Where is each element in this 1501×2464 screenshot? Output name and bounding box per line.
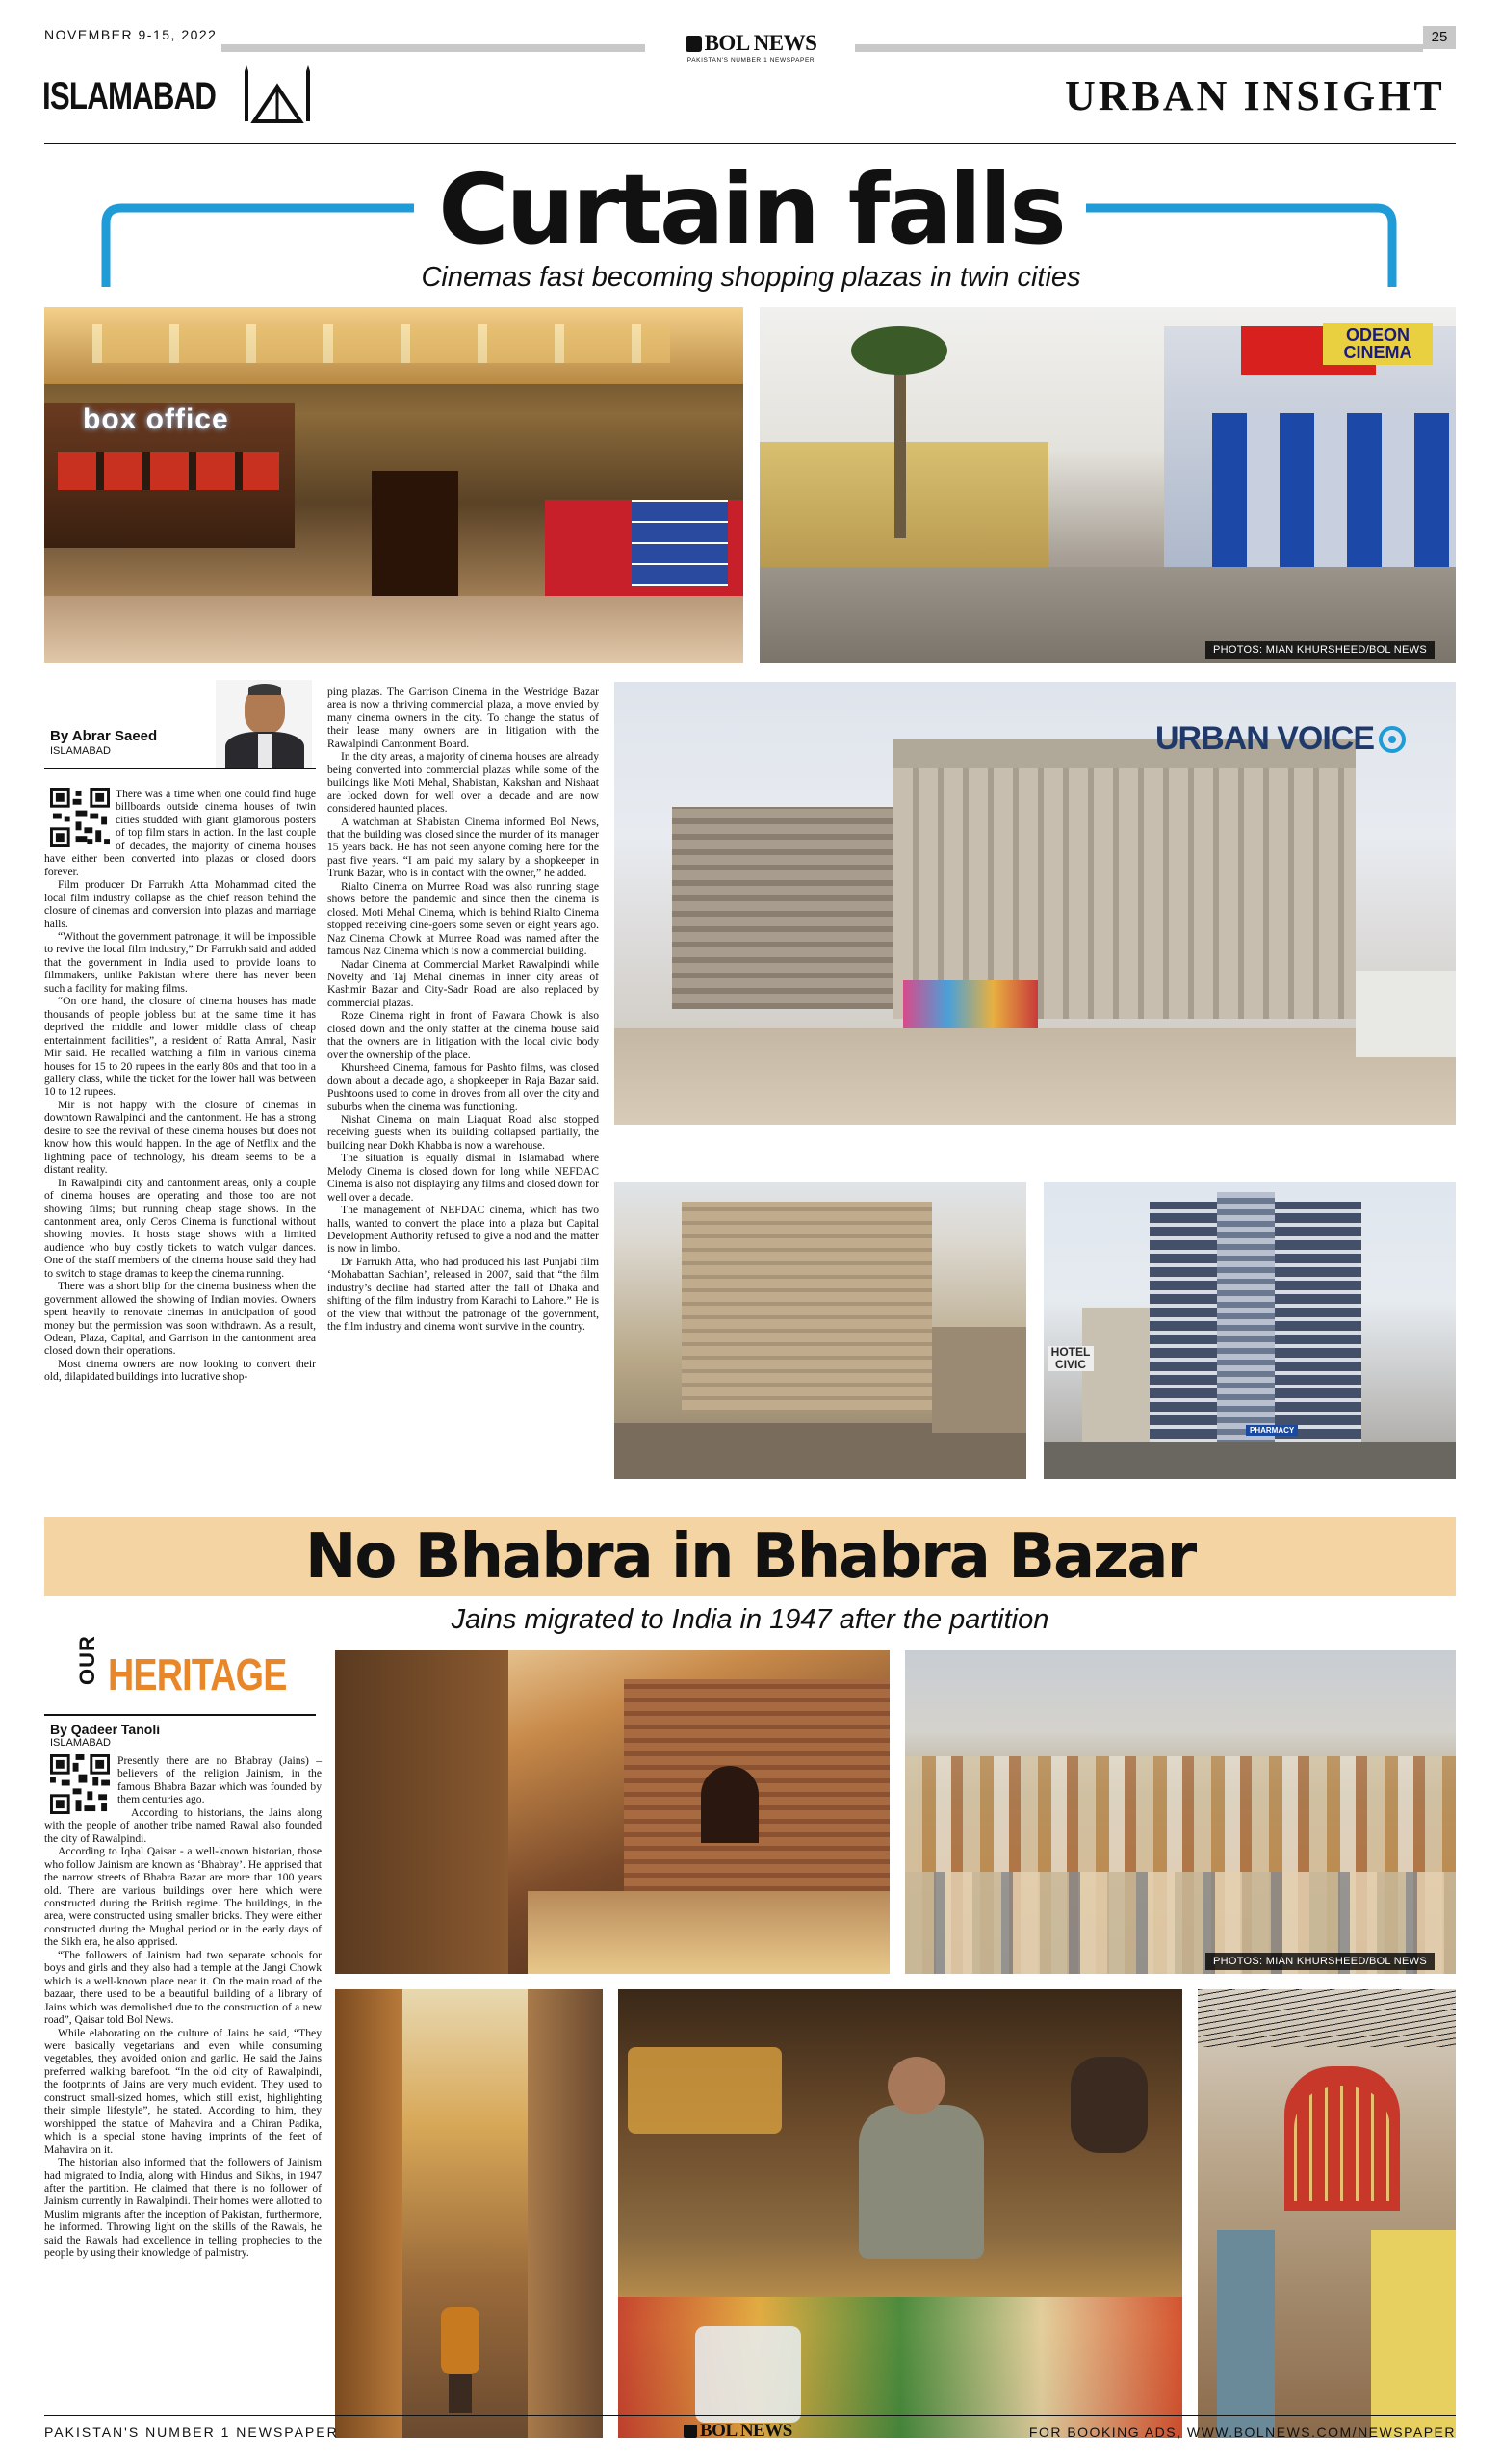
header-bottom-rule — [44, 143, 1456, 144]
bazaar-food-stall-photo — [618, 1989, 1182, 2438]
story1-col2-paragraph: A watchman at Shabistan Cinema informed Bol News, that the building was closed since the murder of its manager 15 years back. He has not seen anyone coming here for the past five years. “I am paid my salary by a shopkeeper in Trunk Bazar, who is in contact with the owner,” he added. — [327, 815, 599, 880]
story1-column-2 — [327, 686, 599, 1334]
story1-col2-paragraph: The management of NEFDAC cinema, which has two halls, wanted to convert the place into a plaza but Capital Development Authority refused to give a nod and the matter is now in limbo. — [327, 1204, 599, 1256]
story1-byline-city: ISLAMABAD — [50, 745, 111, 757]
box-office-sign: box office — [83, 403, 229, 435]
story2-column-1 — [44, 1754, 322, 2260]
pharmacy-sign: PHARMACY — [1246, 1425, 1298, 1436]
story1-col2-paragraph: Nishat Cinema on main Liaquat Road also stopped receiving guests when its building collapsed partially, the building near Dokh Khabba is now a warehouse. — [327, 1112, 599, 1152]
footer-tagline: PAKISTAN'S NUMBER 1 NEWSPAPER — [44, 2425, 339, 2440]
story1-byline: By Abrar Saeed — [50, 728, 158, 744]
story1-col2-paragraph: Roze Cinema right in front of Fawara Chowk is also closed down and the only staffer at the cinema house said that the owners are in litigation with the local civic body over the ownership of the place. — [327, 1009, 599, 1061]
story1-col1-paragraph: Most cinema owners are now looking to convert their old, dilapidated buildings into lucrative shop- — [44, 1357, 316, 1384]
story1-col2-paragraph: The situation is equally dismal in Islamabad where Melody Cinema is closed down for long while NEFDAC Cinema is also not displaying any films and closed down for well over a decade. — [327, 1152, 599, 1204]
header-rule-left — [221, 44, 645, 52]
rawalpindi-rooftops-photo — [905, 1650, 1456, 1974]
story2-byline: By Qadeer Tanoli — [50, 1722, 161, 1737]
odeon-cinema-photo — [760, 307, 1456, 663]
story1-col2-paragraph: In the city areas, a majority of cinema houses are already being converted into commercial plazas while some of the buildings like Moti Mehal, Shabistan, Kakshan and Nishaat are locked down for well over a decade and are now considered haunted places. — [327, 750, 599, 816]
footer-booking-ads: FOR BOOKING ADS, WWW.BOLNEWS.COM/NEWSPAPER — [1028, 2425, 1456, 2440]
story2-subheadline: Jains migrated to India in 1947 after the partition — [451, 1604, 1049, 1635]
story2-byline-city: ISLAMABAD — [50, 1737, 111, 1749]
carved-balcony-street-photo — [1198, 1989, 1456, 2438]
section-title: URBAN INSIGHT — [1065, 72, 1445, 119]
hotel-civic-sign: HOTEL CIVIC — [1048, 1346, 1094, 1371]
story2-col1-paragraph: According to Iqbal Qaisar - a well-known historian, those who follow Jainism are known as ‘Bhabray’. He apprised that the narrow streets of Bhabra Bazar are more than 100 years old. There are various buildings over here which were constructed during the British regime. The buildings, in the area, were constructed using smaller bricks. They were either constructed during the Mughal period or in the early days of the Sikh era, he also apprised. — [44, 1845, 322, 1949]
story1-col1-paragraph: Film producer Dr Farrukh Atta Mohammad cited the local film industry collapse as the chief reason behind the closure of cinemas and conversion into plazas and marriage halls. — [44, 878, 316, 930]
story1-col1-paragraph: In Rawalpindi city and cantonment areas, only a couple of cinema houses are operating and those too are not showing films; but running cheap stage shows. In the cantonment area, only Ceros Cinema is functional without showing movies. It hosts stage shows with a limited audience who buy costly tickets to watch vulgar dances. One of the staff members of the cinema house said they had to switch to stage dramas to keep the cinema running. — [44, 1176, 316, 1280]
story1-subheadline: Cinemas fast becoming shopping plazas in twin cities — [421, 262, 1081, 293]
footer-rule — [44, 2415, 1456, 2416]
heritage-rule — [44, 1714, 316, 1716]
old-haveli-courtyard-photo — [335, 1650, 890, 1974]
story2-col1-paragraph: Presently there are no Bhabray (Jains) – believers of the religion Jainism, in the famous Bhabra Bazar which was founded by them centuries ago. — [117, 1754, 322, 1806]
signal-wave-icon — [1378, 725, 1407, 754]
story2-headline: No Bhabra in Bhabra Bazar — [304, 1521, 1196, 1593]
story1-column-1 — [44, 788, 316, 1384]
issue-date: NOVEMBER 9-15, 2022 — [44, 27, 218, 42]
story1-headline: Curtain falls — [438, 153, 1064, 266]
story1-col1-paragraph: Mir is not happy with the closure of cinemas in downtown Rawalpindi and the cantonment. He has a strong desire to see the revival of these cinema houses but does not know how this would happen. In the age of Netflix and the lightning pace of technology, his dream seems to be a distant reality. — [44, 1098, 316, 1177]
bol-news-masthead-logo: BOL NEWS PAKISTAN'S NUMBER 1 NEWSPAPER — [669, 31, 833, 65]
story2-photo-credit: PHOTOS: MIAN KHURSHEED/BOL NEWS — [1205, 1953, 1435, 1970]
old-cinema-facade-photo — [614, 1182, 1026, 1479]
header-rule-right — [855, 44, 1423, 52]
faisal-mosque-icon — [241, 65, 316, 123]
footer-bol-news-logo: BOL NEWS — [684, 2421, 792, 2442]
hotel-civic-plaza-photo — [1044, 1182, 1456, 1479]
odeon-sign: ODEON CINEMA — [1323, 323, 1433, 365]
story1-col1-paragraph: There was a time when one could find huge billboards outside cinema houses of twin cities studded with giant glamorous posters of top film stars in action. In the last couple of decades, the majority of cinema houses have either been converted into plazas or closed doors forever. — [44, 788, 316, 878]
story2-col1-paragraph: According to historians, the Jains along with the people of another tribe named Rawal also founded the city of Rawalpindi. — [44, 1805, 322, 1845]
author-photo-abrar-saeed — [216, 680, 312, 768]
story1-col2-paragraph: Dr Farrukh Atta, who had produced his last Punjabi film ‘Mohabattan Sachian’, released in 2007, said that “the film industry’s decline had started after the fall of Dhaka and shifting of the film industry from Karachi to Lahore.” He is of the view that without the patronage of the government, the film industry and cinema won't survive in the country. — [327, 1255, 599, 1334]
story1-col2-paragraph: ping plazas. The Garrison Cinema in the Westridge Bazar area is now a thriving commercial plaza, a move envied by many cinema owners in the city. To change the status of their lease many owners are in litigation with the Rawalpindi Cantonment Board. — [327, 686, 599, 750]
story1-col2-paragraph: Khursheed Cinema, famous for Pashto films, was closed down about a decade ago, a shopkeeper in Raja Bazar said. Pushtoons used to come in droves from all over the city and suburbs when the cinema was functioning. — [327, 1061, 599, 1113]
box-office-photo — [44, 307, 743, 663]
byline-rule — [44, 768, 316, 769]
page-number: 25 — [1423, 26, 1456, 49]
story1-col1-paragraph: “Without the government patronage, it will be impossible to revive the local film industry,” Dr Farrukh said and added that the government in India used to provide loans to filmmakers, unlike Pakistan where there has never been such a facility for making films. — [44, 929, 316, 995]
story2-col1-paragraph: While elaborating on the culture of Jains he said, “They were basically vegetarians and even while consuming vegetables, they avoided onion and garlic. He said the Jains preferred walking barefoot. “In the old city of Rawalpindi, the footprints of Jains are very much evident. They used to construct small-sized homes, which still exist, highlighting their simple lifestyle”, he stated. According to him, they worshipped the statue of Mahavira and a Chiran Padika, which is a special stone having imprints of the feet of Mahavira on it. — [44, 2026, 322, 2156]
urban-voice-logo: URBAN VOICE — [1155, 720, 1407, 758]
story1-col1-paragraph: There was a short blip for the cinema business when the government allowed the showing of Indian movies. Owners spent heavily to renovate cinemas in anticipation of good money but the permission was soon withdrawn. As a result, Odean, Plaza, Capital, and Garrison in the cantonment area closed down their operations. — [44, 1280, 316, 1358]
story2-col1-paragraph: “The followers of Jainism had two separate schools for boys and girls and they also had a temple at the Jangi Chowk which is a well-known place near it. On the main road of the bazaar, there used to be a beautiful building of a library of Jains which was demolished due to the construction of a new road”, Qaisar told Bol News. — [44, 1948, 322, 2027]
story1-col2-paragraph: Nadar Cinema at Commercial Market Rawalpindi while Novelty and Taj Mehal cinemas in inner city areas of Kashmir Bazar and City-Sadr Road are also replaced by commercial plazas. — [327, 957, 599, 1009]
city-label: ISLAMABAD — [42, 75, 217, 117]
bol-logo-icon — [684, 2425, 697, 2438]
our-heritage-logo: OUR HERITAGE — [75, 1635, 287, 1699]
story1-photo-credit: PHOTOS: MIAN KHURSHEED/BOL NEWS — [1205, 641, 1435, 659]
bol-logo-icon — [686, 36, 702, 52]
story1-col1-paragraph: “On one hand, the closure of cinema houses has made thousands of people jobless but at the same time it has deprived the middle and lower middle class of cheap entertainment facilities”, a resident of Ratta Amral, Nasir Mir said. He recalled watching a film in various cinema houses for 15 to 20 rupees in the early 80s and that too in a gallery class, while the ticket for the lower hall was between 10 to 12 rupees. — [44, 995, 316, 1099]
story1-col2-paragraph: Rialto Cinema on Murree Road was also running stage shows before the pandemic and since then the cinema is closed. Moti Mehal Cinema, which is behind Rialto Cinema stopped receiving cine-goers some seven or eight years ago. Naz Cinema Chowk at Murree Road was named after the famous Naz Cinema which is now a commercial building. — [327, 879, 599, 958]
story2-col1-paragraph: The historian also informed that the followers of Jainism had migrated to India, along with Hindus and Sikhs, in 1947 after the partition. He claimed that there is no follower of Jainism currently in Rawalpindi. Their homes were allotted to Muslim migrants after the inception of Pakistan, furthermore, he informed. Throwing light on the skills of the Rawals, he said the Rawals had excellence in telling prophecies to the people by using their knowledge of palmistry. — [44, 2156, 322, 2260]
narrow-street-cyclist-photo — [335, 1989, 603, 2438]
